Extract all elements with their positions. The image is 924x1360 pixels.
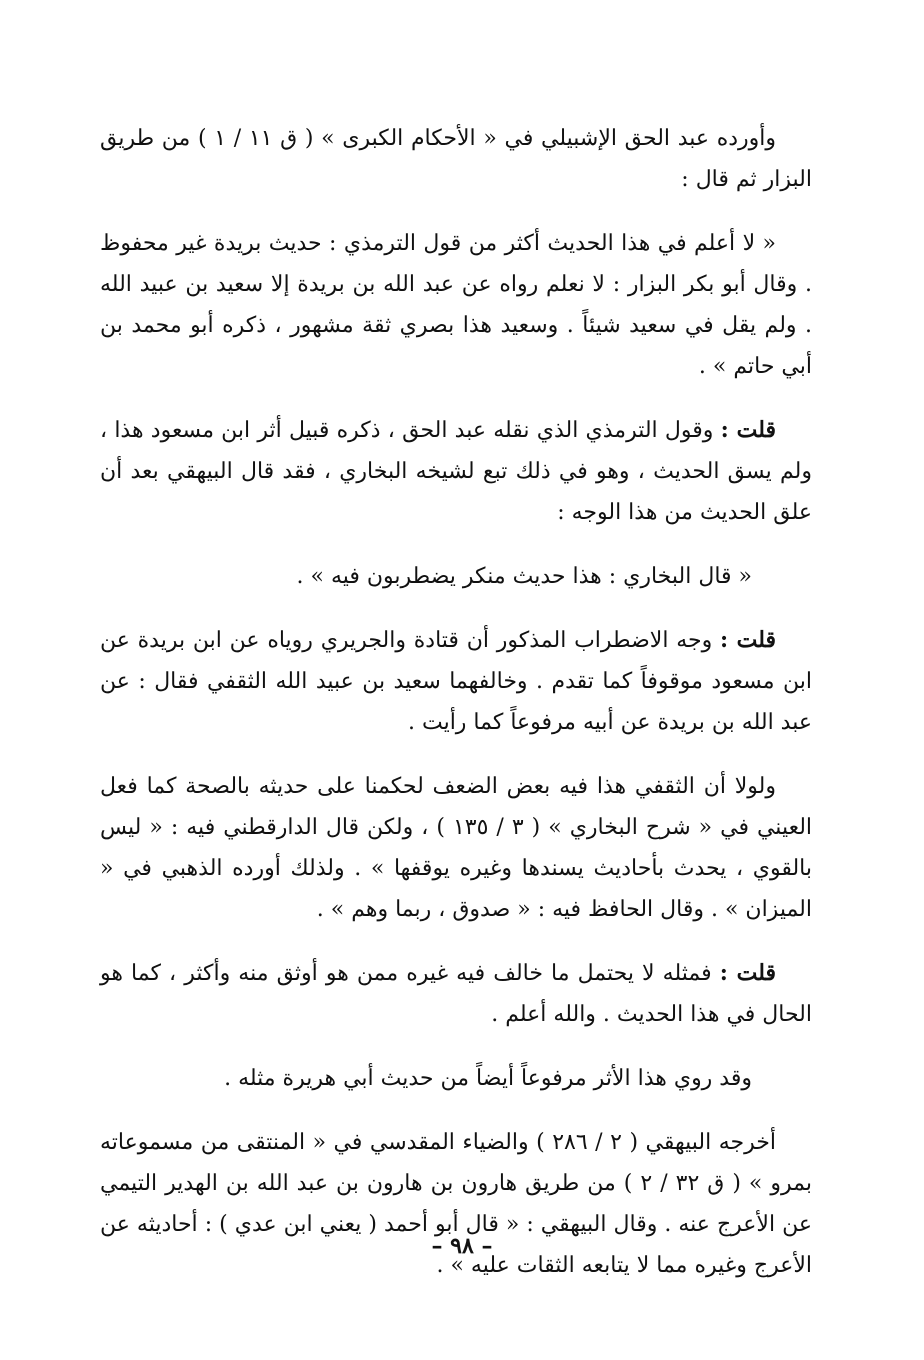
page-number: – ٩٨ – xyxy=(431,1233,493,1259)
paragraph-lead: قلت : xyxy=(720,417,776,443)
paragraph-text: وأورده عبد الحق الإشبيلي في « الأحكام الكبرى » ( ق ١١ / ١ ) من طريق البزار ثم قال : xyxy=(100,126,812,192)
paragraph-text: وقول الترمذي الذي نقله عبد الحق ، ذكره قبيل أثر ابن مسعود هذا ، ولم يسق الحديث ، وهو في ذلك تبع لشيخه البخاري ، فقد قال البيهقي بعد أن علق الحديث من هذا الوجه : xyxy=(100,418,812,525)
paragraph-text: « لا أعلم في هذا الحديث أكثر من قول الترمذي : حديث بريدة غير محفوظ . وقال أبو بكر البزار : لا نعلم رواه عن عبد الله بن بريدة إلا سعيد بن عبيد الله . ولم يقل في سعيد شيئاً . وسعيد هذا بصري ثقة مشهور ، ذكره أبو محمد بن أبي حاتم » . xyxy=(100,231,812,379)
paragraph-text: وقد روي هذا الأثر مرفوعاً أيضاً من حديث أبي هريرة مثله . xyxy=(224,1066,752,1091)
paragraph-text: ولولا أن الثقفي هذا فيه بعض الضعف لحكمنا على حديثه بالصحة كما فعل العيني في « شرح البخاري » ( ٣ / ١٣٥ ) ، ولكن قال الدارقطني فيه : « ليس بالقوي ، يحدث بأحاديث يسندها وغيره يوقفها » . ولذلك أورده الذهبي في « الميزان » . وقال الحافظ فيه : « صدوق ، ربما وهم » . xyxy=(100,774,813,922)
paragraph-lead: قلت : xyxy=(719,960,776,986)
paragraph-lead: قلت : xyxy=(720,627,777,653)
paragraph-1 xyxy=(100,118,812,200)
paragraph-2 xyxy=(100,223,812,387)
paragraph-7 xyxy=(100,953,812,1035)
paragraph-text: فمثله لا يحتمل ما خالف فيه غيره ممن هو أوثق منه وأكثر ، كما هو الحال في هذا الحديث . والله أعلم . xyxy=(100,961,812,1027)
paragraph-8 xyxy=(100,1058,812,1099)
paragraph-9 xyxy=(100,1122,812,1286)
paragraph-3 xyxy=(100,410,812,533)
paragraph-text: أخرجه البيهقي ( ٢ / ٢٨٦ ) والضياء المقدسي في « المنتقى من مسموعاته بمرو » ( ق ٣٢ / ٢ ) من طريق هارون بن هارون بن عبد الله بن الهدير التيمي عن الأعرج عنه . وقال البيهقي : « قال أبو أحمد ( يعني ابن عدي ) : أحاديثه عن الأعرج وغيره مما لا يتابعه الثقات عليه » . xyxy=(100,1130,812,1278)
paragraph-text: وجه الاضطراب المذكور أن قتادة والجريري روياه عن ابن بريدة عن ابن مسعود موقوفاً كما تقدم . وخالفهما سعيد بن عبيد الله الثقفي فقال : عن عبد الله بن بريدة عن أبيه مرفوعاً كما رأيت . xyxy=(100,628,812,735)
paragraph-5 xyxy=(100,620,812,743)
page-body xyxy=(100,118,812,1309)
paragraph-4 xyxy=(100,556,812,597)
paragraph-text: « قال البخاري : هذا حديث منكر يضطربون فيه » . xyxy=(296,564,752,589)
paragraph-6 xyxy=(100,766,812,930)
